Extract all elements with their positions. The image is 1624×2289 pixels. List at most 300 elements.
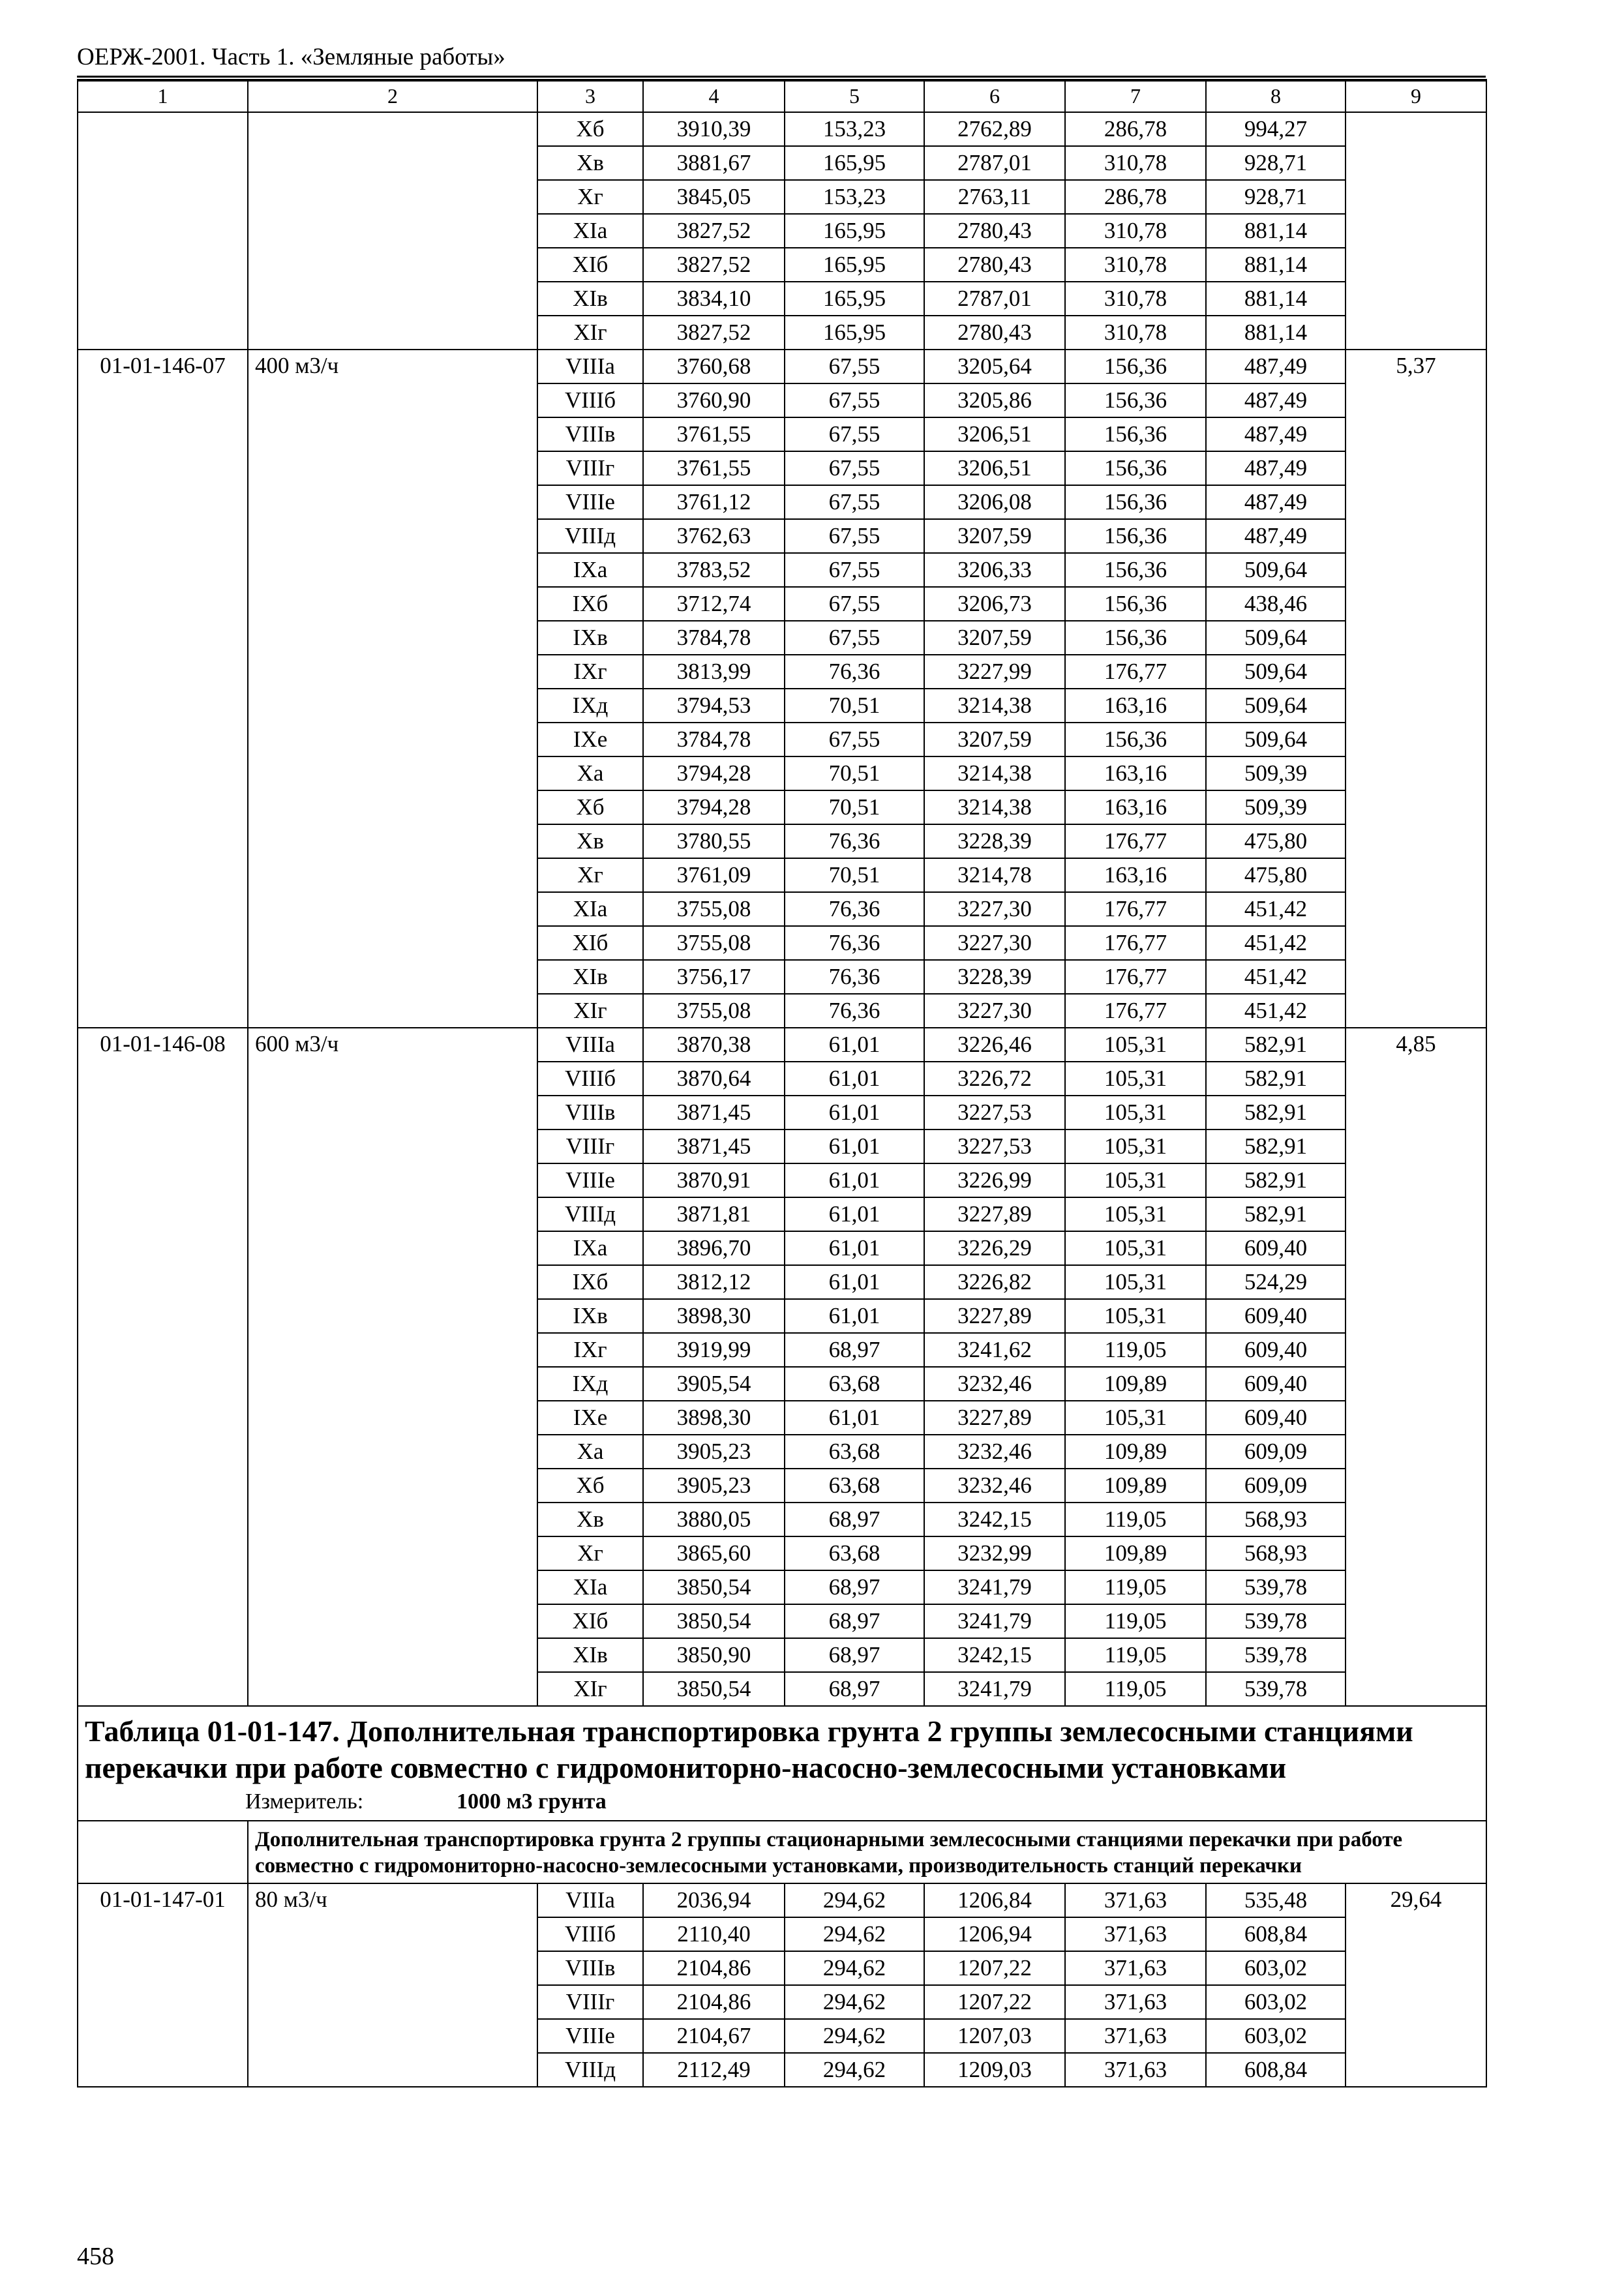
value-cell: 68,97: [785, 1570, 924, 1604]
value-cell: 3226,99: [924, 1163, 1065, 1197]
value-cell: 3827,52: [643, 248, 785, 282]
value-cell: 61,01: [785, 1163, 924, 1197]
extra-value-cell: [1346, 112, 1486, 350]
value-cell: 3881,67: [643, 146, 785, 180]
soil-category-cell: XIа: [537, 1570, 643, 1604]
value-cell: 603,02: [1206, 1951, 1346, 1985]
value-cell: 3227,30: [924, 994, 1065, 1028]
value-cell: 3227,53: [924, 1096, 1065, 1130]
value-cell: 3761,12: [643, 485, 785, 519]
value-cell: 70,51: [785, 790, 924, 824]
value-cell: 156,36: [1065, 553, 1206, 587]
value-cell: 3242,15: [924, 1638, 1065, 1672]
value-cell: 3784,78: [643, 621, 785, 655]
soil-category-cell: VIIIд: [537, 1197, 643, 1231]
value-cell: 3206,33: [924, 553, 1065, 587]
soil-category-cell: XIб: [537, 1604, 643, 1638]
value-cell: 67,55: [785, 587, 924, 621]
value-cell: 487,49: [1206, 417, 1346, 451]
capacity-cell: 80 м3/ч: [248, 1883, 537, 2087]
value-cell: 609,40: [1206, 1299, 1346, 1333]
value-cell: 3226,29: [924, 1231, 1065, 1265]
value-cell: 451,42: [1206, 960, 1346, 994]
value-cell: 176,77: [1065, 892, 1206, 926]
value-cell: 3206,73: [924, 587, 1065, 621]
value-cell: 609,40: [1206, 1401, 1346, 1435]
value-cell: 63,68: [785, 1469, 924, 1503]
value-cell: 310,78: [1065, 214, 1206, 248]
table-row: [78, 1028, 1486, 1062]
value-cell: 3850,54: [643, 1604, 785, 1638]
soil-category-cell: XIб: [537, 926, 643, 960]
capacity-cell: [248, 112, 537, 350]
extra-value-cell: 4,85: [1346, 1028, 1486, 1706]
value-cell: 451,42: [1206, 926, 1346, 960]
value-cell: 3756,17: [643, 960, 785, 994]
value-cell: 2036,94: [643, 1883, 785, 1917]
value-cell: 163,16: [1065, 790, 1206, 824]
value-cell: 105,31: [1065, 1130, 1206, 1163]
value-cell: 3242,15: [924, 1503, 1065, 1536]
value-cell: 294,62: [785, 2019, 924, 2053]
value-cell: 2763,11: [924, 180, 1065, 214]
capacity-cell: 400 м3/ч: [248, 350, 537, 1028]
value-cell: 609,40: [1206, 1367, 1346, 1401]
value-cell: 3794,53: [643, 689, 785, 723]
value-cell: 509,64: [1206, 689, 1346, 723]
value-cell: 3227,53: [924, 1130, 1065, 1163]
value-cell: 61,01: [785, 1096, 924, 1130]
value-cell: 165,95: [785, 214, 924, 248]
value-cell: 105,31: [1065, 1197, 1206, 1231]
value-cell: 61,01: [785, 1299, 924, 1333]
value-cell: 3755,08: [643, 926, 785, 960]
value-cell: 3905,23: [643, 1469, 785, 1503]
value-cell: 3762,63: [643, 519, 785, 553]
value-cell: 371,63: [1065, 1951, 1206, 1985]
value-cell: 105,31: [1065, 1299, 1206, 1333]
soil-category-cell: IXв: [537, 621, 643, 655]
value-cell: 3205,86: [924, 383, 1065, 417]
value-cell: 371,63: [1065, 2053, 1206, 2087]
value-cell: 438,46: [1206, 587, 1346, 621]
value-cell: 176,77: [1065, 926, 1206, 960]
value-cell: 3206,08: [924, 485, 1065, 519]
value-cell: 582,91: [1206, 1062, 1346, 1096]
soil-category-cell: VIIIг: [537, 1985, 643, 2019]
table-row: [78, 1883, 1486, 1917]
value-cell: 2787,01: [924, 146, 1065, 180]
value-cell: 3834,10: [643, 282, 785, 316]
soil-category-cell: IXб: [537, 1265, 643, 1299]
value-cell: 1206,94: [924, 1917, 1065, 1951]
extra-value-cell: 5,37: [1346, 350, 1486, 1028]
value-cell: 3905,54: [643, 1367, 785, 1401]
value-cell: 3226,72: [924, 1062, 1065, 1096]
value-cell: 609,40: [1206, 1231, 1346, 1265]
column-header: 8: [1206, 80, 1346, 112]
value-cell: 3871,45: [643, 1130, 785, 1163]
blank-cell: [78, 1821, 248, 1883]
value-cell: 3227,89: [924, 1299, 1065, 1333]
value-cell: 76,36: [785, 926, 924, 960]
soil-category-cell: VIIIд: [537, 2053, 643, 2087]
value-cell: 881,14: [1206, 282, 1346, 316]
soil-category-cell: IXг: [537, 655, 643, 689]
value-cell: 61,01: [785, 1028, 924, 1062]
value-cell: 3760,90: [643, 383, 785, 417]
value-cell: 3898,30: [643, 1401, 785, 1435]
value-cell: 67,55: [785, 723, 924, 756]
value-cell: 3827,52: [643, 214, 785, 248]
soil-category-cell: Xв: [537, 1503, 643, 1536]
rate-code-cell: 01-01-146-08: [78, 1028, 248, 1706]
value-cell: 582,91: [1206, 1096, 1346, 1130]
value-cell: 2112,49: [643, 2053, 785, 2087]
value-cell: 3241,79: [924, 1672, 1065, 1706]
value-cell: 67,55: [785, 485, 924, 519]
value-cell: 509,39: [1206, 790, 1346, 824]
value-cell: 568,93: [1206, 1503, 1346, 1536]
value-cell: 475,80: [1206, 824, 1346, 858]
value-cell: 76,36: [785, 892, 924, 926]
value-cell: 3207,59: [924, 723, 1065, 756]
value-cell: 61,01: [785, 1401, 924, 1435]
value-cell: 3871,45: [643, 1096, 785, 1130]
value-cell: 2780,43: [924, 248, 1065, 282]
value-cell: 105,31: [1065, 1028, 1206, 1062]
soil-category-cell: XIа: [537, 214, 643, 248]
value-cell: 2762,89: [924, 112, 1065, 146]
value-cell: 3760,68: [643, 350, 785, 383]
value-cell: 163,16: [1065, 689, 1206, 723]
value-cell: 153,23: [785, 180, 924, 214]
value-cell: 3845,05: [643, 180, 785, 214]
value-cell: 487,49: [1206, 383, 1346, 417]
soil-category-cell: Xа: [537, 756, 643, 790]
soil-category-cell: XIг: [537, 994, 643, 1028]
value-cell: 156,36: [1065, 587, 1206, 621]
value-cell: 608,84: [1206, 1917, 1346, 1951]
value-cell: 119,05: [1065, 1672, 1206, 1706]
soil-category-cell: Xа: [537, 1435, 643, 1469]
rate-code-cell: 01-01-146-07: [78, 350, 248, 1028]
value-cell: 509,39: [1206, 756, 1346, 790]
section-title: Таблица 01-01-147. Дополнительная транспортировка грунта 2 группы землесосными станциями перекачки при работе совместно с гидромониторно-насосно-землесосными установками: [85, 1714, 1413, 1784]
soil-category-cell: VIIIб: [537, 1917, 643, 1951]
value-cell: 294,62: [785, 1883, 924, 1917]
column-header: 7: [1065, 80, 1206, 112]
value-cell: 3241,79: [924, 1604, 1065, 1638]
capacity-cell: 600 м3/ч: [248, 1028, 537, 1706]
value-cell: 70,51: [785, 689, 924, 723]
column-header: 1: [78, 80, 248, 112]
value-cell: 286,78: [1065, 112, 1206, 146]
value-cell: 509,64: [1206, 621, 1346, 655]
soil-category-cell: IXе: [537, 723, 643, 756]
value-cell: 509,64: [1206, 723, 1346, 756]
value-cell: 3850,54: [643, 1672, 785, 1706]
soil-category-cell: VIIIв: [537, 1951, 643, 1985]
unit-value: 1000 м3 грунта: [457, 1789, 607, 1814]
value-cell: 156,36: [1065, 519, 1206, 553]
soil-category-cell: VIIIе: [537, 485, 643, 519]
value-cell: 2110,40: [643, 1917, 785, 1951]
value-cell: 67,55: [785, 383, 924, 417]
value-cell: 3794,28: [643, 790, 785, 824]
value-cell: 3780,55: [643, 824, 785, 858]
soil-category-cell: IXг: [537, 1333, 643, 1367]
soil-category-cell: Xв: [537, 824, 643, 858]
soil-category-cell: Xг: [537, 180, 643, 214]
rate-code-cell: 01-01-147-01: [78, 1883, 248, 2087]
value-cell: 487,49: [1206, 451, 1346, 485]
value-cell: 3813,99: [643, 655, 785, 689]
soil-category-cell: VIIIд: [537, 519, 643, 553]
value-cell: 165,95: [785, 316, 924, 350]
soil-category-cell: VIIIг: [537, 1130, 643, 1163]
soil-category-cell: XIг: [537, 316, 643, 350]
value-cell: 3919,99: [643, 1333, 785, 1367]
value-cell: 76,36: [785, 824, 924, 858]
soil-category-cell: VIIIа: [537, 350, 643, 383]
soil-category-cell: VIIIа: [537, 1028, 643, 1062]
soil-category-cell: IXд: [537, 689, 643, 723]
value-cell: 76,36: [785, 960, 924, 994]
value-cell: 156,36: [1065, 485, 1206, 519]
value-cell: 487,49: [1206, 485, 1346, 519]
soil-category-cell: IXа: [537, 1231, 643, 1265]
value-cell: 568,93: [1206, 1536, 1346, 1570]
soil-category-cell: VIIIв: [537, 1096, 643, 1130]
value-cell: 3227,99: [924, 655, 1065, 689]
value-cell: 67,55: [785, 553, 924, 587]
value-cell: 3207,59: [924, 519, 1065, 553]
value-cell: 176,77: [1065, 994, 1206, 1028]
value-cell: 3241,79: [924, 1570, 1065, 1604]
value-cell: 3232,99: [924, 1536, 1065, 1570]
value-cell: 310,78: [1065, 248, 1206, 282]
value-cell: 3755,08: [643, 892, 785, 926]
value-cell: 119,05: [1065, 1604, 1206, 1638]
column-header: 3: [537, 80, 643, 112]
value-cell: 2780,43: [924, 214, 1065, 248]
value-cell: 3761,55: [643, 417, 785, 451]
value-cell: 3870,38: [643, 1028, 785, 1062]
value-cell: 119,05: [1065, 1503, 1206, 1536]
value-cell: 153,23: [785, 112, 924, 146]
value-cell: 3910,39: [643, 112, 785, 146]
soil-category-cell: VIIIб: [537, 1062, 643, 1096]
value-cell: 3850,54: [643, 1570, 785, 1604]
value-cell: 539,78: [1206, 1638, 1346, 1672]
value-cell: 3228,39: [924, 960, 1065, 994]
unit-label: Измеритель:: [245, 1789, 364, 1814]
value-cell: 163,16: [1065, 756, 1206, 790]
soil-category-cell: VIIIе: [537, 2019, 643, 2053]
soil-category-cell: XIв: [537, 282, 643, 316]
value-cell: 3755,08: [643, 994, 785, 1028]
value-cell: 310,78: [1065, 282, 1206, 316]
value-cell: 3905,23: [643, 1435, 785, 1469]
value-cell: 3214,38: [924, 689, 1065, 723]
value-cell: 68,97: [785, 1672, 924, 1706]
value-cell: 582,91: [1206, 1130, 1346, 1163]
value-cell: 176,77: [1065, 824, 1206, 858]
value-cell: 881,14: [1206, 316, 1346, 350]
value-cell: 994,27: [1206, 112, 1346, 146]
value-cell: 156,36: [1065, 417, 1206, 451]
value-cell: 119,05: [1065, 1570, 1206, 1604]
value-cell: 509,64: [1206, 655, 1346, 689]
value-cell: 3827,52: [643, 316, 785, 350]
column-header: 2: [248, 80, 537, 112]
value-cell: 2780,43: [924, 316, 1065, 350]
value-cell: 109,89: [1065, 1469, 1206, 1503]
value-cell: 63,68: [785, 1536, 924, 1570]
value-cell: 156,36: [1065, 621, 1206, 655]
soil-category-cell: VIIIа: [537, 1883, 643, 1917]
soil-category-cell: XIв: [537, 1638, 643, 1672]
value-cell: 67,55: [785, 417, 924, 451]
value-cell: 3232,46: [924, 1435, 1065, 1469]
value-cell: 582,91: [1206, 1197, 1346, 1231]
value-cell: 582,91: [1206, 1028, 1346, 1062]
value-cell: 535,48: [1206, 1883, 1346, 1917]
soil-category-cell: IXд: [537, 1367, 643, 1401]
value-cell: 67,55: [785, 350, 924, 383]
soil-category-cell: VIIIг: [537, 451, 643, 485]
value-cell: 3761,09: [643, 858, 785, 892]
soil-category-cell: VIIIб: [537, 383, 643, 417]
value-cell: 3232,46: [924, 1367, 1065, 1401]
value-cell: 2104,67: [643, 2019, 785, 2053]
value-cell: 881,14: [1206, 214, 1346, 248]
value-cell: 3206,51: [924, 417, 1065, 451]
value-cell: 3227,89: [924, 1401, 1065, 1435]
soil-category-cell: Xб: [537, 1469, 643, 1503]
soil-category-cell: XIв: [537, 960, 643, 994]
section-title-row: [78, 1706, 1486, 1821]
value-cell: 2787,01: [924, 282, 1065, 316]
value-cell: 310,78: [1065, 316, 1206, 350]
value-cell: 539,78: [1206, 1604, 1346, 1638]
value-cell: 105,31: [1065, 1096, 1206, 1130]
value-cell: 176,77: [1065, 655, 1206, 689]
value-cell: 3784,78: [643, 723, 785, 756]
value-cell: 156,36: [1065, 383, 1206, 417]
column-header: 9: [1346, 80, 1486, 112]
rate-code-cell: [78, 112, 248, 350]
column-header: 4: [643, 80, 785, 112]
value-cell: 3226,82: [924, 1265, 1065, 1299]
extra-value-cell: 29,64: [1346, 1883, 1486, 2087]
value-cell: 3241,62: [924, 1333, 1065, 1367]
value-cell: 371,63: [1065, 1883, 1206, 1917]
value-cell: 3865,60: [643, 1536, 785, 1570]
value-cell: 63,68: [785, 1435, 924, 1469]
value-cell: 294,62: [785, 1951, 924, 1985]
value-cell: 3226,46: [924, 1028, 1065, 1062]
value-cell: 109,89: [1065, 1435, 1206, 1469]
value-cell: 451,42: [1206, 994, 1346, 1028]
value-cell: 286,78: [1065, 180, 1206, 214]
soil-category-cell: Xв: [537, 146, 643, 180]
value-cell: 105,31: [1065, 1231, 1206, 1265]
value-cell: 3812,12: [643, 1265, 785, 1299]
section-description-row: [78, 1821, 1486, 1883]
soil-category-cell: VIIIе: [537, 1163, 643, 1197]
value-cell: 63,68: [785, 1367, 924, 1401]
value-cell: 2104,86: [643, 1985, 785, 2019]
value-cell: 310,78: [1065, 146, 1206, 180]
value-cell: 371,63: [1065, 1917, 1206, 1951]
soil-category-cell: IXб: [537, 587, 643, 621]
value-cell: 3761,55: [643, 451, 785, 485]
value-cell: 109,89: [1065, 1536, 1206, 1570]
value-cell: 1207,22: [924, 1951, 1065, 1985]
value-cell: 61,01: [785, 1130, 924, 1163]
value-cell: 3232,46: [924, 1469, 1065, 1503]
value-cell: 68,97: [785, 1503, 924, 1536]
value-cell: 156,36: [1065, 350, 1206, 383]
value-cell: 119,05: [1065, 1333, 1206, 1367]
value-cell: 3205,64: [924, 350, 1065, 383]
value-cell: 3228,39: [924, 824, 1065, 858]
rates-table: [77, 79, 1487, 2087]
table-row: [78, 112, 1486, 146]
value-cell: 294,62: [785, 1985, 924, 2019]
value-cell: 294,62: [785, 1917, 924, 1951]
value-cell: 3870,91: [643, 1163, 785, 1197]
value-cell: 609,40: [1206, 1333, 1346, 1367]
soil-category-cell: Xг: [537, 1536, 643, 1570]
soil-category-cell: IXе: [537, 1401, 643, 1435]
value-cell: 1207,22: [924, 1985, 1065, 2019]
soil-category-cell: XIб: [537, 248, 643, 282]
value-cell: 105,31: [1065, 1401, 1206, 1435]
soil-category-cell: IXв: [537, 1299, 643, 1333]
value-cell: 539,78: [1206, 1672, 1346, 1706]
value-cell: 609,09: [1206, 1469, 1346, 1503]
value-cell: 67,55: [785, 621, 924, 655]
value-cell: 3214,38: [924, 756, 1065, 790]
value-cell: 105,31: [1065, 1265, 1206, 1299]
value-cell: 524,29: [1206, 1265, 1346, 1299]
value-cell: 3850,90: [643, 1638, 785, 1672]
value-cell: 68,97: [785, 1638, 924, 1672]
value-cell: 70,51: [785, 756, 924, 790]
value-cell: 176,77: [1065, 960, 1206, 994]
value-cell: 3871,81: [643, 1197, 785, 1231]
soil-category-cell: XIг: [537, 1672, 643, 1706]
value-cell: 3898,30: [643, 1299, 785, 1333]
value-cell: 61,01: [785, 1231, 924, 1265]
value-cell: 68,97: [785, 1333, 924, 1367]
value-cell: 3227,30: [924, 926, 1065, 960]
value-cell: 3207,59: [924, 621, 1065, 655]
value-cell: 475,80: [1206, 858, 1346, 892]
value-cell: 609,09: [1206, 1435, 1346, 1469]
value-cell: 487,49: [1206, 350, 1346, 383]
page-number: 458: [77, 2243, 114, 2270]
value-cell: 163,16: [1065, 858, 1206, 892]
soil-category-cell: Xб: [537, 790, 643, 824]
value-cell: 1206,84: [924, 1883, 1065, 1917]
value-cell: 3896,70: [643, 1231, 785, 1265]
value-cell: 603,02: [1206, 1985, 1346, 2019]
soil-category-cell: VIIIв: [537, 417, 643, 451]
